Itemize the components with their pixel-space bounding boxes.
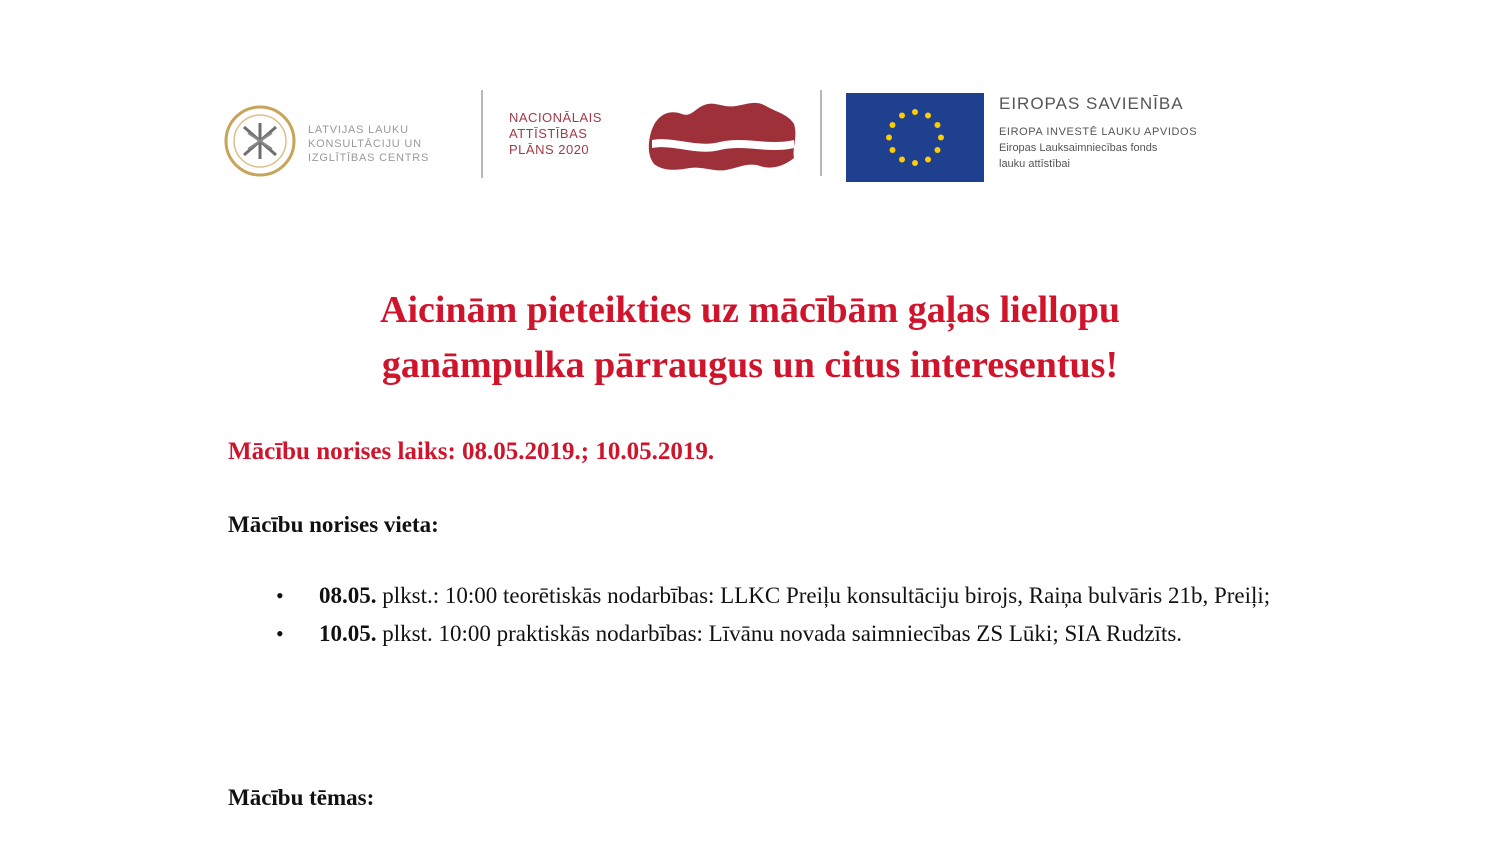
cut-off-text-line xyxy=(232,850,1272,860)
venue-item-1 xyxy=(270,578,1275,614)
llkc-name xyxy=(308,123,429,165)
eu-subtitle-line-3: lauku attīstībai xyxy=(999,158,1070,170)
latvia-map-icon xyxy=(644,96,799,178)
venue-item-2 xyxy=(270,616,1275,652)
venue-list xyxy=(270,578,1275,654)
nap-line-1: NACIONĀLAIS xyxy=(509,110,602,125)
topics-label: Mācību tēmas: xyxy=(228,785,375,810)
llkc-logo xyxy=(222,103,472,173)
llkc-name-line-3: IZGLĪTĪBAS CENTRS xyxy=(308,152,430,164)
headline xyxy=(150,283,1350,393)
bullet-icon: • xyxy=(276,621,284,646)
logo-bar xyxy=(222,88,1282,188)
llkc-name-line-2: KONSULTĀCIJU UN xyxy=(308,138,422,150)
nap-line-2: ATTĪSTĪBAS xyxy=(509,126,588,141)
headline-line-2: ganāmpulka pārraugus un citus interesentus! xyxy=(381,344,1119,386)
venue-label: Mācību norises vieta: xyxy=(228,512,439,537)
bullet-icon: • xyxy=(276,583,284,608)
eu-subtitle xyxy=(999,124,1197,172)
venue-date: 10.05. xyxy=(319,621,383,646)
training-time: Mācību norises laiks: 08.05.2019.; 10.05.2019. xyxy=(228,438,715,465)
venue-text: plkst.: 10:00 teorētiskās nodarbības: LLKC Preiļu konsultāciju birojs, Raiņa bulvāris 21b, Preiļi; xyxy=(382,583,1271,608)
logo-divider xyxy=(481,90,483,178)
llkc-emblem-icon xyxy=(222,103,298,179)
eu-subtitle-line-1: EIROPA INVESTĒ LAUKU APVIDOS xyxy=(999,126,1198,138)
nap-line-3: PLĀNS 2020 xyxy=(509,142,590,157)
venue-text: plkst. 10:00 praktiskās nodarbības: Līvānu novada saimniecības ZS Lūki; SIA Rudzīts. xyxy=(382,621,1183,646)
nap-logo-text xyxy=(509,110,602,158)
headline-line-1: Aicinām pieteikties uz mācībām gaļas liellopu xyxy=(380,289,1120,331)
llkc-name-line-1: LATVIJAS LAUKU xyxy=(308,124,409,136)
eu-title: EIROPAS SAVIENĪBA xyxy=(999,94,1184,113)
eu-subtitle-line-2: Eiropas Lauksaimniecības fonds xyxy=(999,142,1158,154)
venue-date: 08.05. xyxy=(319,583,383,608)
eu-flag-icon xyxy=(846,93,984,182)
logo-divider-2 xyxy=(820,90,822,176)
